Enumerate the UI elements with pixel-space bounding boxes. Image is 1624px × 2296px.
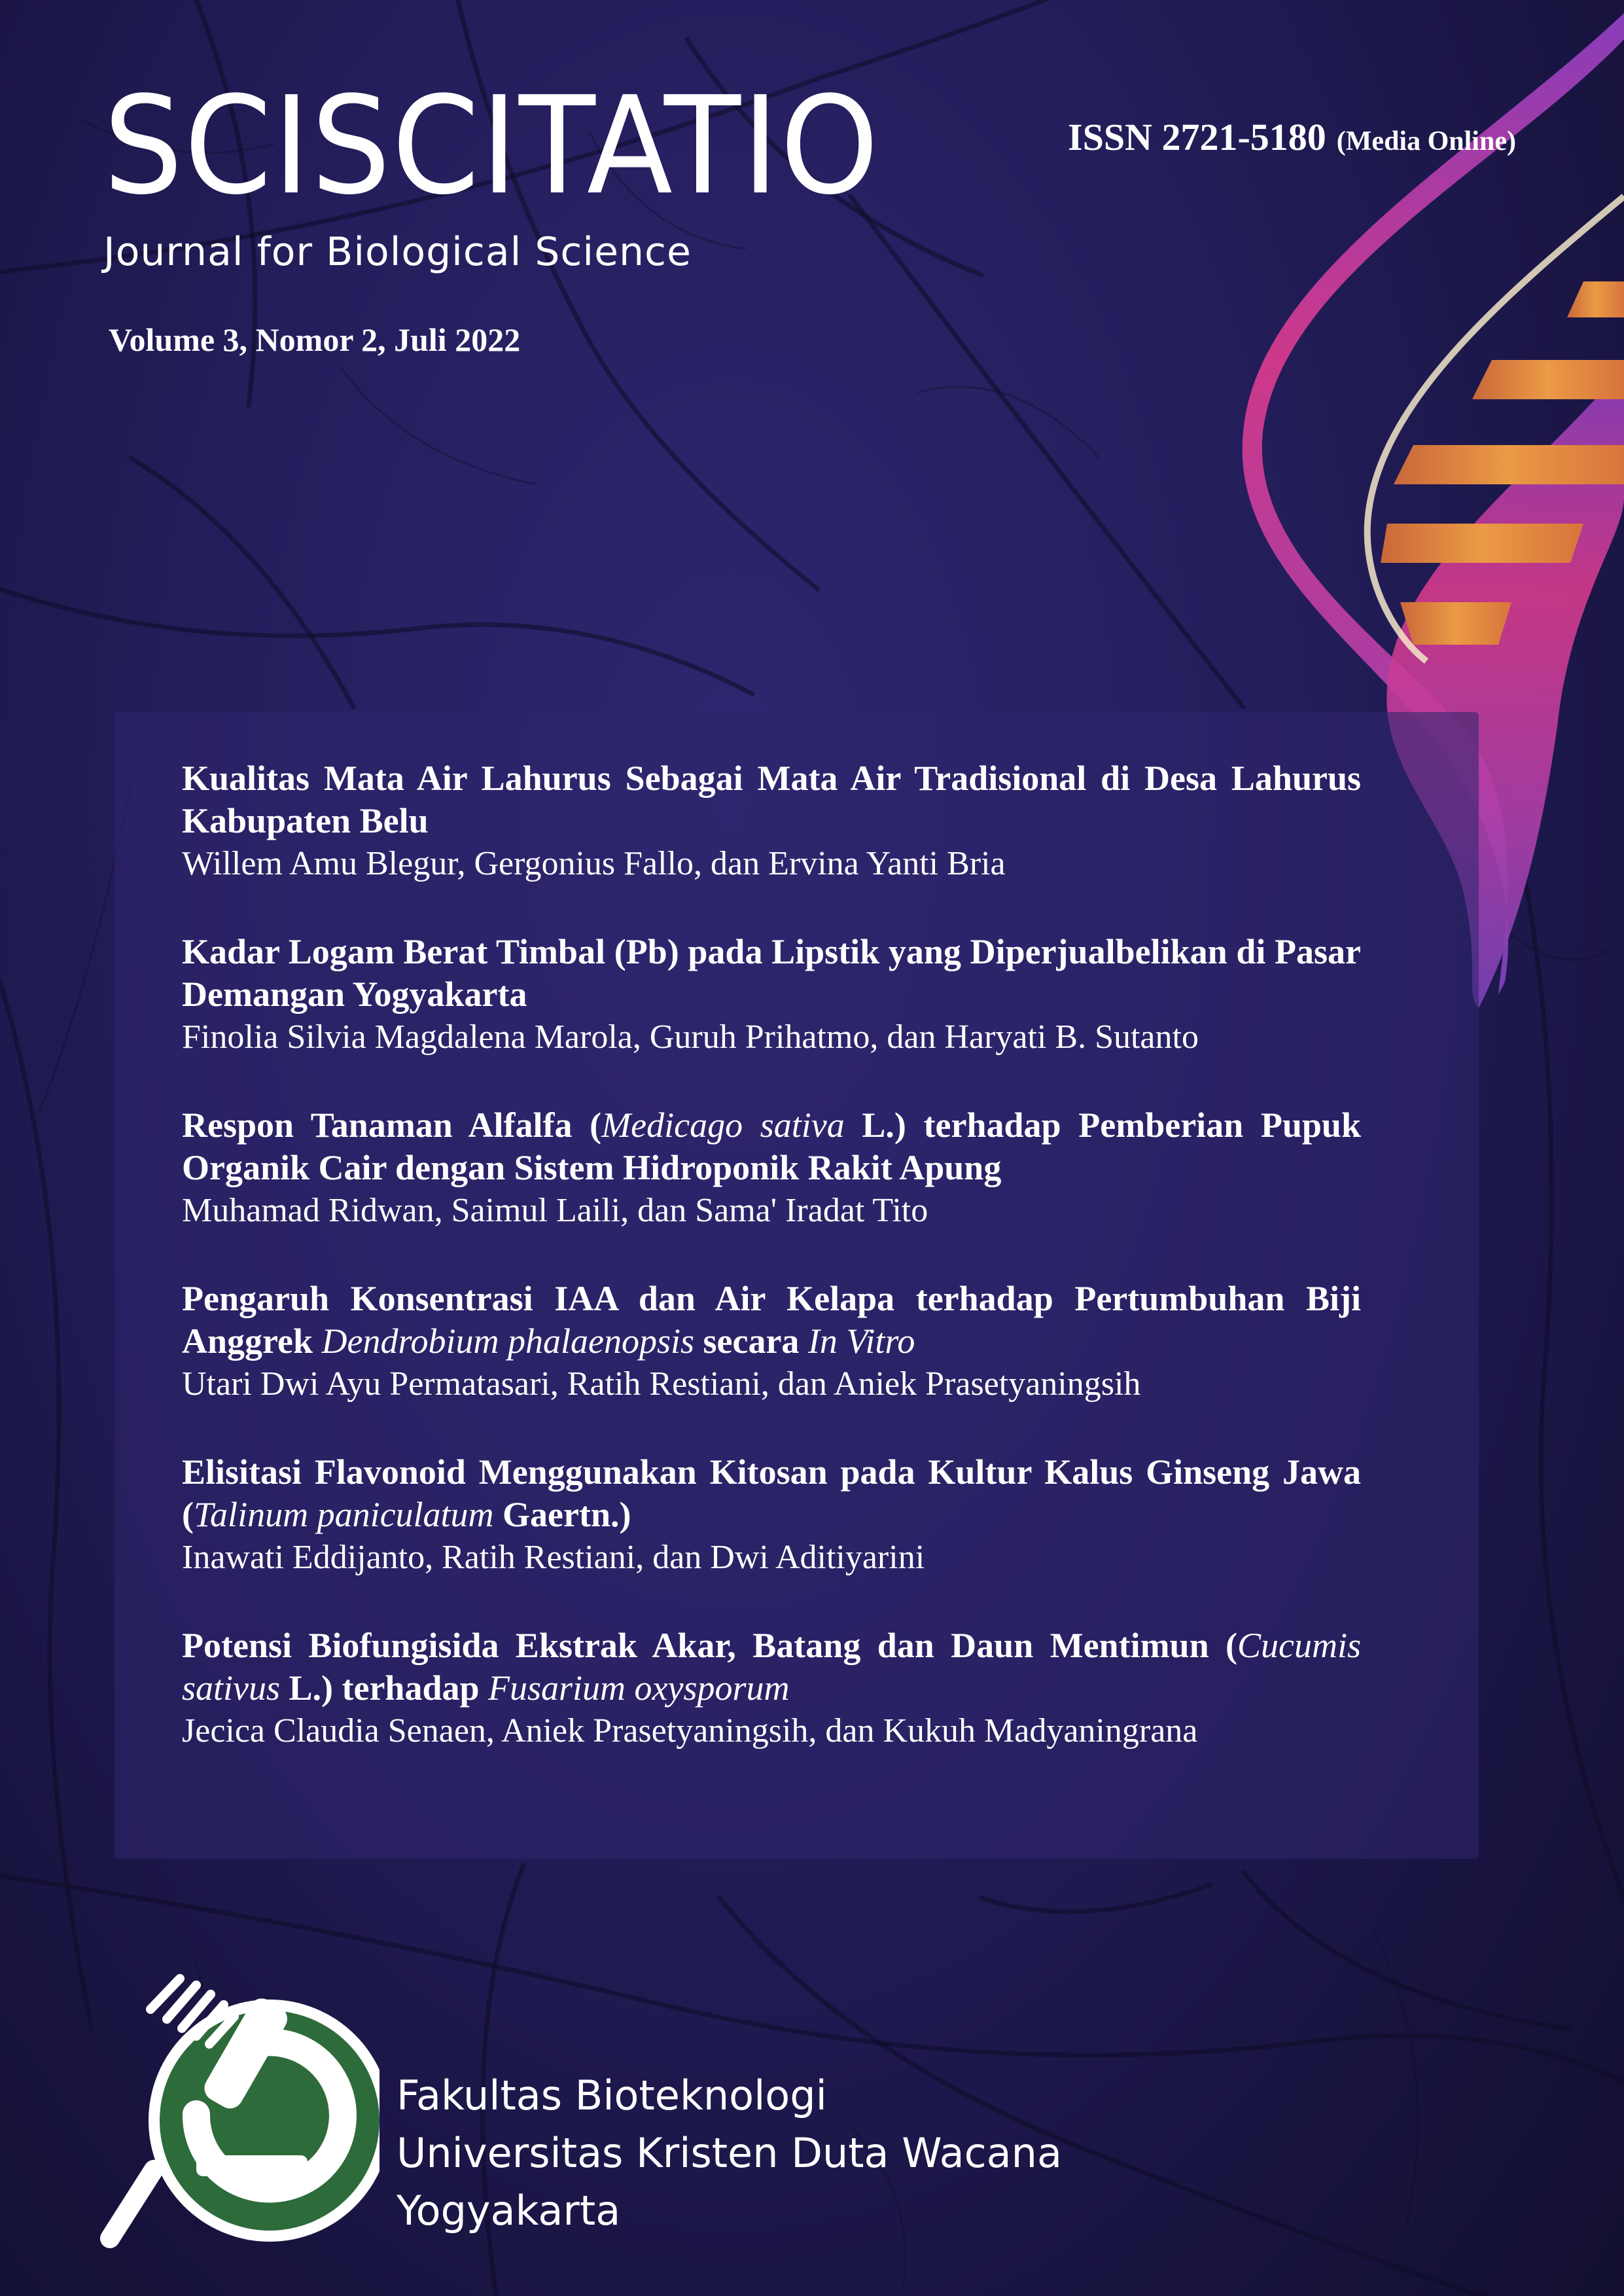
article-title xyxy=(182,1278,1361,1363)
title-italic-segment: Fusarium oxysporum xyxy=(488,1668,790,1708)
title-segment: L.) terhadap Pemberian Pupuk Organik Cair dengan Sistem Hidroponik Rakit Apung xyxy=(182,1105,1361,1187)
article-entry xyxy=(182,1278,1361,1406)
title-segment: Pengaruh Konsentrasi IAA dan Air Kelapa terhadap Pertumbuhan Biji Anggrek xyxy=(182,1279,1361,1361)
title-italic-segment: In Vitro xyxy=(807,1321,915,1361)
title-segment: Potensi Biofungisida Ekstrak Akar, Batang dan Daun Mentimun ( xyxy=(182,1626,1237,1665)
title-italic-segment: Cucumis sativus xyxy=(182,1626,1361,1708)
dna-rung xyxy=(1400,602,1511,645)
title-segment: Respon Tanaman Alfalfa ( xyxy=(182,1105,602,1145)
article-authors: Muhamad Ridwan, Saimul Laili, dan Sama' Iradat Tito xyxy=(182,1192,928,1229)
title-segment: Elisitasi Flavonoid Menggunakan Kitosan pada Kultur Kalus Ginseng Jawa ( xyxy=(182,1452,1361,1534)
dna-rung xyxy=(1381,524,1583,563)
title-segment: Kualitas Mata Air Lahurus Sebagai Mata Air Tradisional di Desa Lahurus Kabupaten Belu xyxy=(182,759,1361,840)
journal-subtitle: Journal for Biological Science xyxy=(103,229,692,275)
title-segment: Kadar Logam Berat Timbal (Pb) pada Lipstik yang Diperjualbelikan di Pasar Demangan Yogyakarta xyxy=(182,932,1361,1014)
issn-number: ISSN 2721-5180 xyxy=(1068,116,1326,158)
publisher-university: Universitas Kristen Duta Wacana xyxy=(397,2129,1062,2177)
article-entry xyxy=(182,931,1361,1059)
journal-title: SCISCITATIO xyxy=(103,67,880,224)
article-entry xyxy=(182,1104,1361,1232)
issn-media-note: (Media Online) xyxy=(1336,126,1516,156)
dna-rung xyxy=(1567,281,1624,317)
title-italic-segment: Medicago sativa xyxy=(601,1105,845,1145)
title-italic-segment: Dendrobium phalaenopsis xyxy=(321,1321,695,1361)
article-authors: Utari Dwi Ayu Permatasari, Ratih Restiani, dan Aniek Prasetyaningsih xyxy=(182,1365,1141,1403)
article-entry xyxy=(182,1624,1361,1753)
article-authors: Willem Amu Blegur, Gergonius Fallo, dan Ervina Yanti Bria xyxy=(182,845,1006,882)
article-authors: Jecica Claudia Senaen, Aniek Prasetyaningsih, dan Kukuh Madyaningrana xyxy=(182,1712,1198,1749)
publisher-city: Yogyakarta xyxy=(397,2187,621,2234)
issue-info: Volume 3, Nomor 2, Juli 2022 xyxy=(109,321,521,358)
article-title xyxy=(182,1451,1361,1536)
article-title xyxy=(182,1624,1361,1710)
microscope-magnifier-logo-icon xyxy=(98,1947,380,2261)
title-italic-segment: Talinum paniculatum xyxy=(193,1495,494,1534)
title-segment: L.) terhadap xyxy=(280,1668,489,1708)
article-title xyxy=(182,931,1361,1016)
title-segment: secara xyxy=(694,1321,808,1361)
article-entry xyxy=(182,757,1361,886)
publisher-block xyxy=(397,2067,1062,2240)
article-title xyxy=(182,757,1361,842)
issn-block xyxy=(1068,115,1516,159)
article-title xyxy=(182,1104,1361,1189)
title-segment: Gaertn.) xyxy=(493,1495,631,1534)
publisher-faculty: Fakultas Bioteknologi xyxy=(397,2072,827,2119)
article-authors: Finolia Silvia Magdalena Marola, Guruh Prihatmo, dan Haryati B. Sutanto xyxy=(182,1018,1199,1056)
dna-rung xyxy=(1472,360,1624,399)
article-entry xyxy=(182,1451,1361,1579)
article-authors: Inawati Eddijanto, Ratih Restiani, dan Dwi Aditiyarini xyxy=(182,1539,925,1576)
dna-rung xyxy=(1394,445,1624,484)
